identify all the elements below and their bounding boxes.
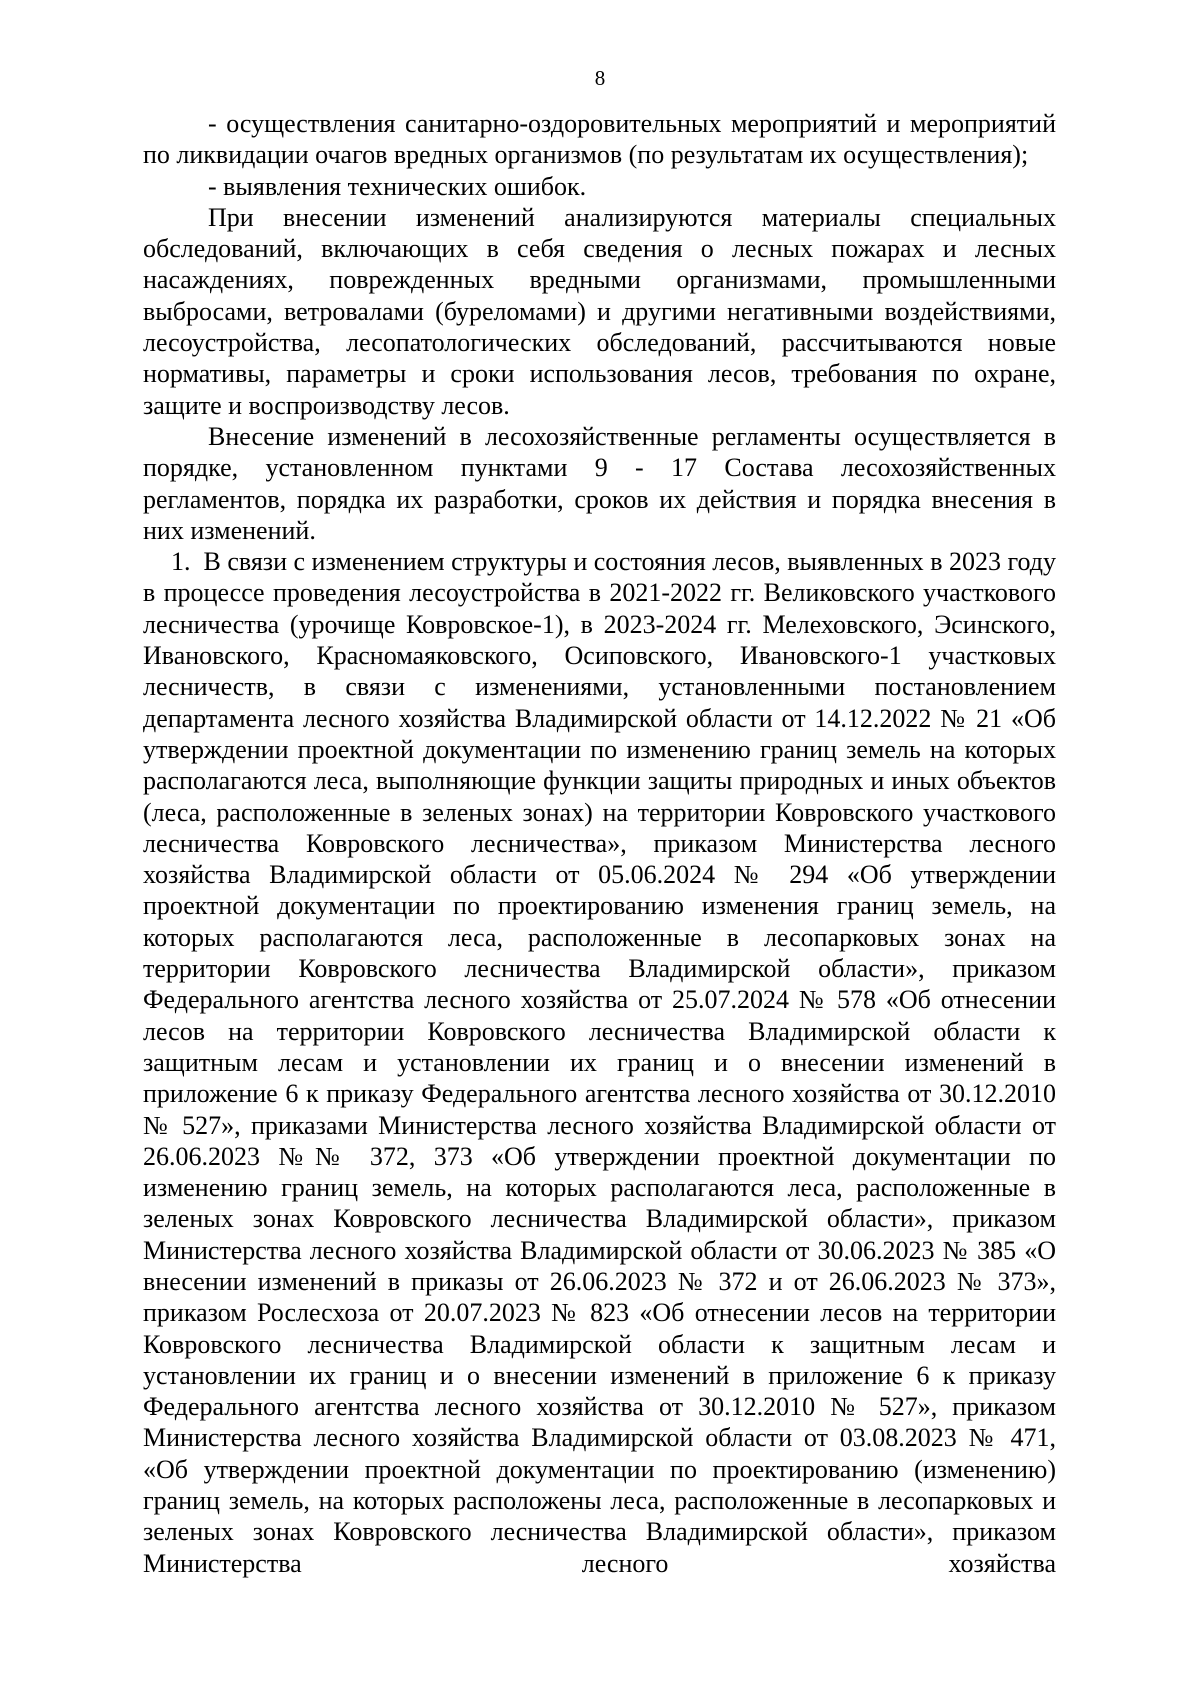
- page-number: 8: [594, 66, 606, 90]
- paragraph-regulation-changes: Внесение изменений в лесохозяйственные регламенты осуществляется в порядке, установленном пунктами 9 - 17 Состава лесохозяйственных регламентов, порядка их разработки, сроков их действия и порядка внесения в них изменений.: [143, 421, 1056, 545]
- list-item-1: 1. В связи с изменением структуры и состояния лесов, выявленных в 2023 году в процессе проведения лесоустройства в 2021-2022 гг. Великовского участкового лесничества (урочище Ковровское-1), в 2023-2024 гг. Мелеховского, Эсинского, Ивановского, Красномаяковского, Осиповского, Ивановского-1 участковых лесничеств, в связи с изменениями, установленными постановлением департамента лесного хозяйства Владимирской области от 14.12.2022 № 21 «Об утверждении проектной документации по изменению границ земель на которых располагаются леса, выполняющие функции защиты природных и иных объектов (леса, расположенные в зеленых зонах) на территории Ковровского участкового лесничества Ковровского лесничества», приказом Министерства лесного хозяйства Владимирской области от 05.06.2024 № 294 «Об утверждении проектной документации по проектированию изменения границ земель, на которых располагаются леса, расположенные в лесопарковых зонах на территории Ковровского лесничества Владимирской области», приказом Федерального агентства лесного хозяйства от 25.07.2024 № 578 «Об отнесении лесов на территории Ковровского лесничества Владимирской области к защитным лесам и установлении их границ и о внесении изменений в приложение 6 к приказу Федерального агентства лесного хозяйства от 30.12.2010 № 527», приказами Министерства лесного хозяйства Владимирской области от 26.06.2023 №№ 372, 373 «Об утверждении проектной документации по изменению границ земель, на которых располагаются леса, расположенные в зеленых зонах Ковровского лесничества Владимирской области», приказом Министерства лесного хозяйства Владимирской области от 30.06.2023 № 385 «О внесении изменений в приказы от 26.06.2023 № 372 и от 26.06.2023 № 373», приказом Рослесхоза от 20.07.2023 № 823 «Об отнесении лесов на территории Ковровского лесничества Владимирской области к защитным лесам и установлении их границ и о внесении изменений в приложение 6 к приказу Федерального агентства лесного хозяйства от 30.12.2010 № 527», приказом Министерства лесного хозяйства Владимирской области от 03.08.2023 № 471, «Об утверждении проектной документации по проектированию (изменению) границ земель, на которых расположены леса, расположенные в лесопарковых и зеленых зонах Ковровского лесничества Владимирской области», приказом Министерства лесного хозяйства: [143, 547, 1056, 1578]
- paragraph-analysis-materials: При внесении изменений анализируются материалы специальных обследований, включающих в себя сведения о лесных пожарах и лесных насаждениях, поврежденных вредными организмами, промышленными выбросами, ветровалами (буреломами) и другими негативными воздействиями, лесоустройства, лесопатологических обследований, рассчитываются новые нормативы, параметры и сроки использования лесов, требования по охране, защите и воспроизводству лесов.: [143, 202, 1056, 420]
- paragraph-technical-errors: - выявления технических ошибок.: [208, 171, 587, 201]
- body-text: [143, 108, 1056, 1579]
- paragraph-sanitary-measures: - осуществления санитарно-оздоровительных мероприятий и мероприятий по ликвидации очагов вредных организмов (по результатам их осуществления);: [143, 109, 1056, 170]
